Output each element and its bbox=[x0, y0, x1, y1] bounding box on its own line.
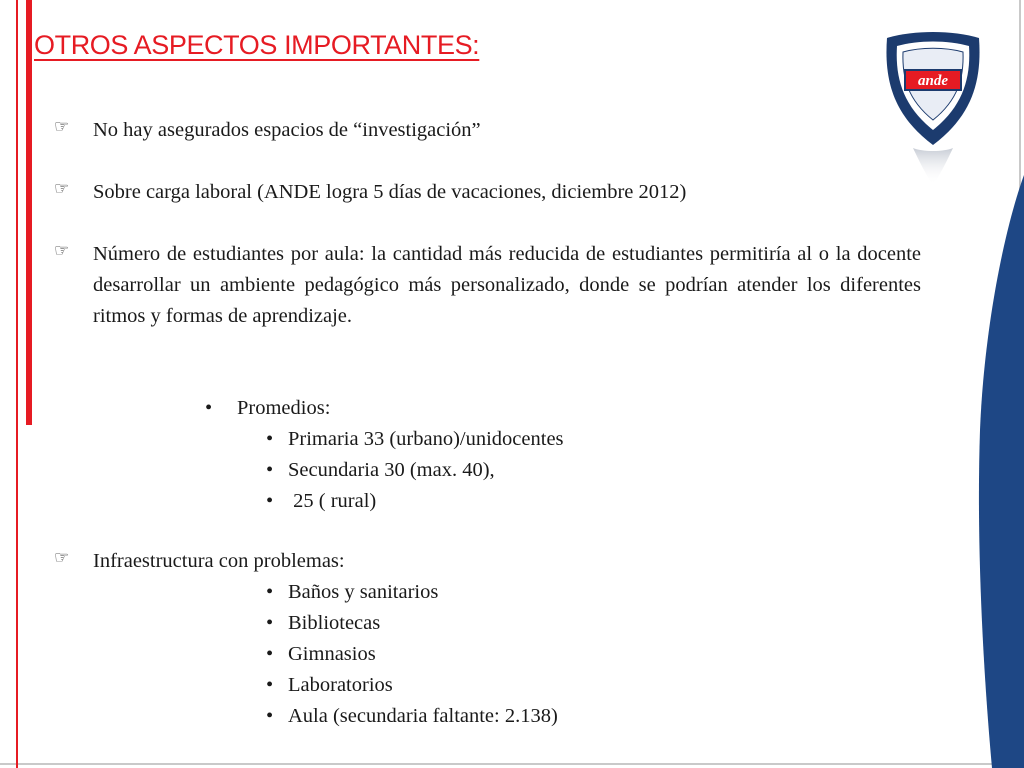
list-item: Sobre carga laboral (ANDE logra 5 días de vacaciones, diciembre 2012) bbox=[93, 181, 687, 203]
bullet-dot: • bbox=[266, 459, 274, 481]
promedios-sub-item: • 25 ( rural) bbox=[266, 486, 376, 517]
infraestructura-sub-item: • Baños y sanitarios bbox=[266, 577, 438, 608]
pointing-hand-icon: ☞ bbox=[54, 241, 70, 260]
bullet-dot: • bbox=[266, 612, 274, 634]
promedios-label: Promedios: bbox=[237, 397, 331, 419]
promedios-sub-item: • Primaria 33 (urbano)/unidocentes bbox=[266, 424, 564, 455]
logo-center-text: ande bbox=[918, 73, 948, 89]
page-title: OTROS ASPECTOS IMPORTANTES: bbox=[34, 30, 480, 60]
infraestructura-sub-item: • Bibliotecas bbox=[266, 608, 380, 639]
bullet-dot: • bbox=[266, 674, 274, 696]
pointing-hand-icon: ☞ bbox=[54, 548, 70, 567]
promedios-row bbox=[205, 393, 330, 424]
list-item: Infraestructura con problemas: bbox=[93, 550, 345, 572]
ande-logo bbox=[883, 30, 983, 190]
list-item: Número de estudiantes por aula: la cantidad más reducida de estudiantes permitiría al o la docente desarrollar un ambiente pedagógico más personalizado, donde se podrían atender los diferentes ritmos y formas de aprendizaje. bbox=[93, 243, 921, 327]
bullet-dot: • bbox=[266, 643, 274, 665]
promedios-sub-item: • Secundaria 30 (max. 40), bbox=[266, 455, 495, 486]
bullet-dot: • bbox=[205, 397, 213, 419]
pointing-hand-icon: ☞ bbox=[54, 179, 70, 198]
bullet-dot: • bbox=[266, 705, 274, 727]
bullet-dot: • bbox=[266, 581, 274, 603]
list-item: No hay asegurados espacios de “investigación” bbox=[93, 119, 481, 141]
left-accent-line bbox=[16, 0, 18, 768]
infraestructura-sub-item: • Aula (secundaria faltante: 2.138) bbox=[266, 701, 558, 732]
left-accent-bar bbox=[26, 0, 32, 425]
bullet-dot: • bbox=[266, 490, 274, 512]
pointing-hand-icon: ☞ bbox=[54, 117, 70, 136]
infraestructura-sub-item: • Laboratorios bbox=[266, 670, 393, 701]
bullet-dot: • bbox=[266, 428, 274, 450]
infraestructura-sub-item: • Gimnasios bbox=[266, 639, 376, 670]
